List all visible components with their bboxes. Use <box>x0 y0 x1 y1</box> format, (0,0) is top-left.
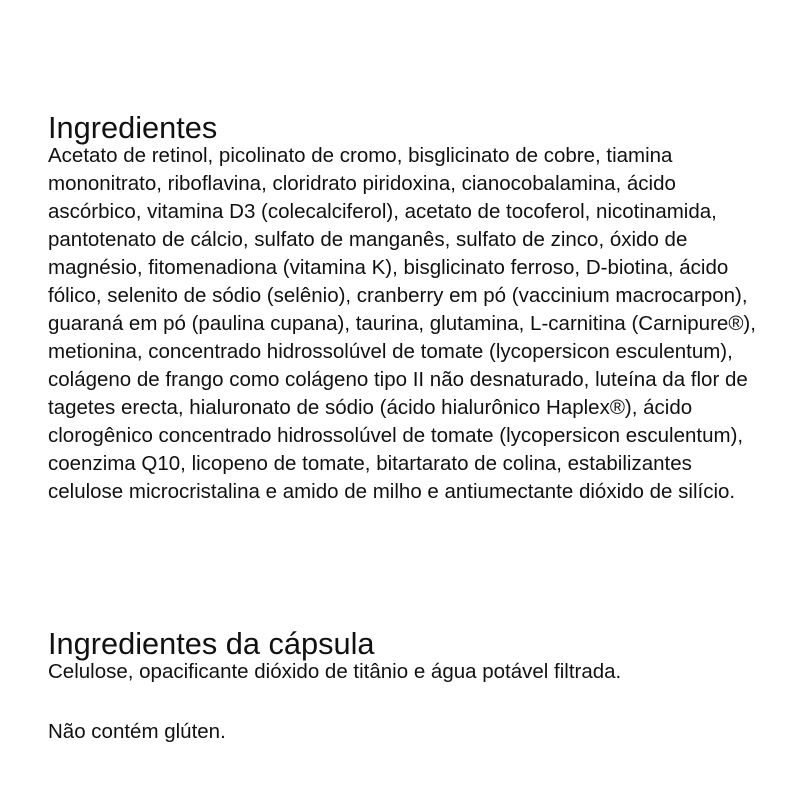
capsule-ingredients-list: Celulose, opacificante dióxido de titânio e água potável filtrada. <box>48 660 622 683</box>
ingredients-list: Acetato de retinol, picolinato de cromo, bisglicinato de cobre, tiamina mononitrato, riboflavina, cloridrato piridoxina, cianocobalamina, ácido ascórbico, vitamina D3 (colecalciferol), acetato de tocoferol, nicotinamida, pantotenato de cálcio, sulfato de manganês, sulfato de zinco, óxido de magnésio, fitomenadiona (vitamina K), bisglicinato ferroso, D-biotina, ácido fólico, selenito de sódio (selênio), cranberry em pó (vaccinium macrocarpon), guaraná em pó (paulina cupana), taurina, glutamina, L-carnitina (Carnipure®), metionina, concentrado hidrossolúvel de tomate (lycopersicon esculentum), colágeno de frango como colágeno tipo II não desnaturado, luteína da flor de tagetes erecta, hialuronato de sódio (ácido hialurônico Haplex®), ácido clorogênico concentrado hidrossolúvel de tomate (lycopersicon esculentum), coenzima Q10, licopeno de tomate, bitartarato de colina, estabilizantes celulose microcristalina e amido de milho e antiumectante dióxido de silício. <box>48 144 756 503</box>
gluten-section <box>48 718 768 746</box>
capsule-ingredients-section <box>48 626 768 686</box>
ingredients-heading: Ingredientes <box>48 110 218 145</box>
gluten-notice: Não contém glúten. <box>48 720 226 743</box>
ingredients-section <box>48 110 768 506</box>
capsule-ingredients-heading: Ingredientes da cápsula <box>48 626 375 661</box>
